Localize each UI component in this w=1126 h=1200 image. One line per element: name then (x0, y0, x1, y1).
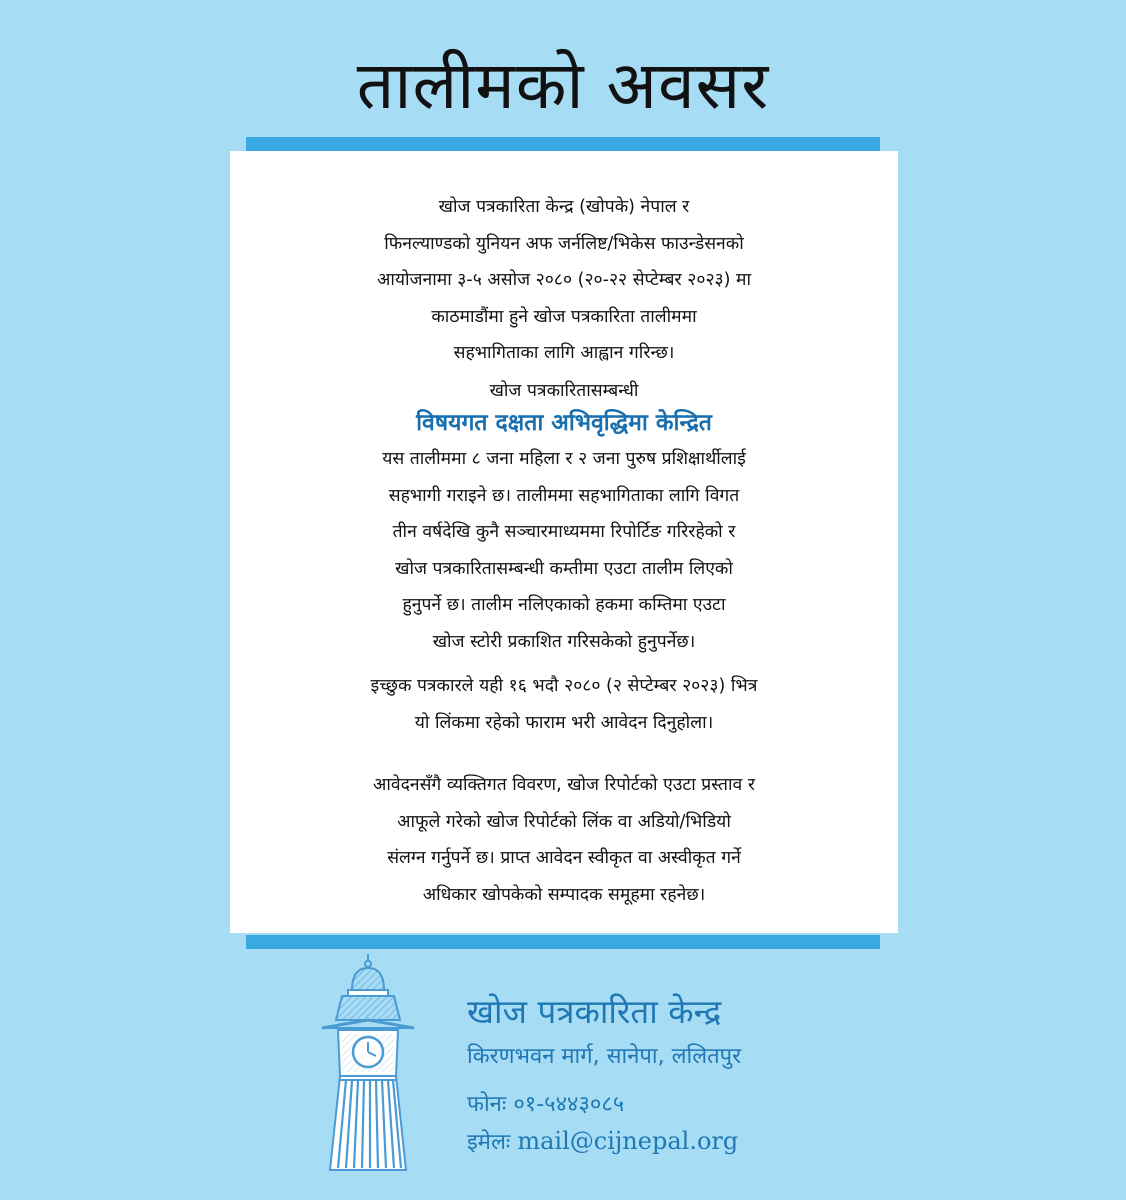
intro-line: फिनल्याण्डको युनियन अफ जर्नलिष्ट/भिकेस फाउन्डेसनको (384, 233, 744, 254)
intro-paragraph (230, 189, 898, 372)
email-link[interactable]: mail@cijnepal.org (517, 1127, 739, 1155)
highlight-heading: विषयगत दक्षता अभिवृद्धिमा केन्द्रित (416, 410, 712, 436)
phone-number: ०१-५४४३०८५ (513, 1092, 625, 1117)
subheading (230, 373, 898, 410)
top-accent-bar (246, 137, 880, 151)
deadline-paragraph (230, 668, 898, 741)
details-line: खोज पत्रकारितासम्बन्धी कम्तीमा एउटा तालीम लिएको (395, 558, 733, 579)
details-line: तीन वर्षदेखि कुनै सञ्चारमाध्यममा रिपोर्टिङ गरिरहेको र (392, 522, 736, 542)
clock-tower-icon (318, 952, 422, 1172)
details-line: सहभागी गराइने छ। तालीममा सहभागिताका लागि विगत (388, 485, 740, 506)
details-line: यस तालीममा ८ जना महिला र २ जना पुरुष प्रशिक्षार्थीलाई (382, 449, 746, 469)
details-line: हुनुपर्ने छ। तालीम नलिएकाको हकमा कम्तिमा एउटा (402, 595, 726, 615)
phone-label: फोनः (467, 1092, 507, 1117)
org-name: खोज पत्रकारिता केन्द्र (467, 992, 722, 1031)
details-paragraph (230, 441, 898, 660)
intro-line: काठमाडौंमा हुने खोज पत्रकारिता तालीममा (431, 306, 697, 327)
deadline-line: यो लिंकमा रहेको फाराम भरी आवेदन दिनुहोला। (414, 712, 714, 733)
subheading-text: खोज पत्रकारितासम्बन्धी (489, 381, 639, 401)
attachments-line: आफूले गरेको खोज रिपोर्टको लिंक वा अडियो/भिडियो (397, 811, 731, 832)
intro-line: आयोजनामा ३-५ असोज २०८० (२०-२२ सेप्टेम्बर २०२३) मा (376, 270, 752, 290)
attachments-line: संलग्न गर्नुपर्ने छ। प्राप्त आवेदन स्वीकृत वा अस्वीकृत गर्ने (387, 848, 741, 868)
attachments-paragraph (230, 767, 898, 913)
page-title: तालीमको अवसर (356, 47, 770, 124)
email-label: इमेलः (467, 1130, 511, 1155)
details-line: खोज स्टोरी प्रकाशित गरिसकेको हुनुपर्नेछ। (432, 631, 696, 652)
intro-line: खोज पत्रकारिता केन्द्र (खोपके) नेपाल र (438, 197, 690, 217)
org-address: किरणभवन मार्ग, सानेपा, ललितपुर (467, 1044, 742, 1069)
intro-line: सहभागिताका लागि आह्वान गरिन्छ। (453, 343, 675, 363)
org-phone (467, 1088, 624, 1118)
notice-card (230, 151, 898, 933)
bottom-accent-bar (246, 935, 880, 949)
deadline-line: इच्छुक पत्रकारले यही १६ भदौ २०८० (२ सेप्टेम्बर २०२३) भित्र (370, 676, 758, 696)
org-email (467, 1126, 738, 1156)
attachments-line: आवेदनसँगै व्यक्तिगत विवरण, खोज रिपोर्टको एउटा प्रस्ताव र (372, 775, 756, 795)
attachments-line: अधिकार खोपकेको सम्पादक समूहमा रहनेछ। (422, 884, 706, 905)
